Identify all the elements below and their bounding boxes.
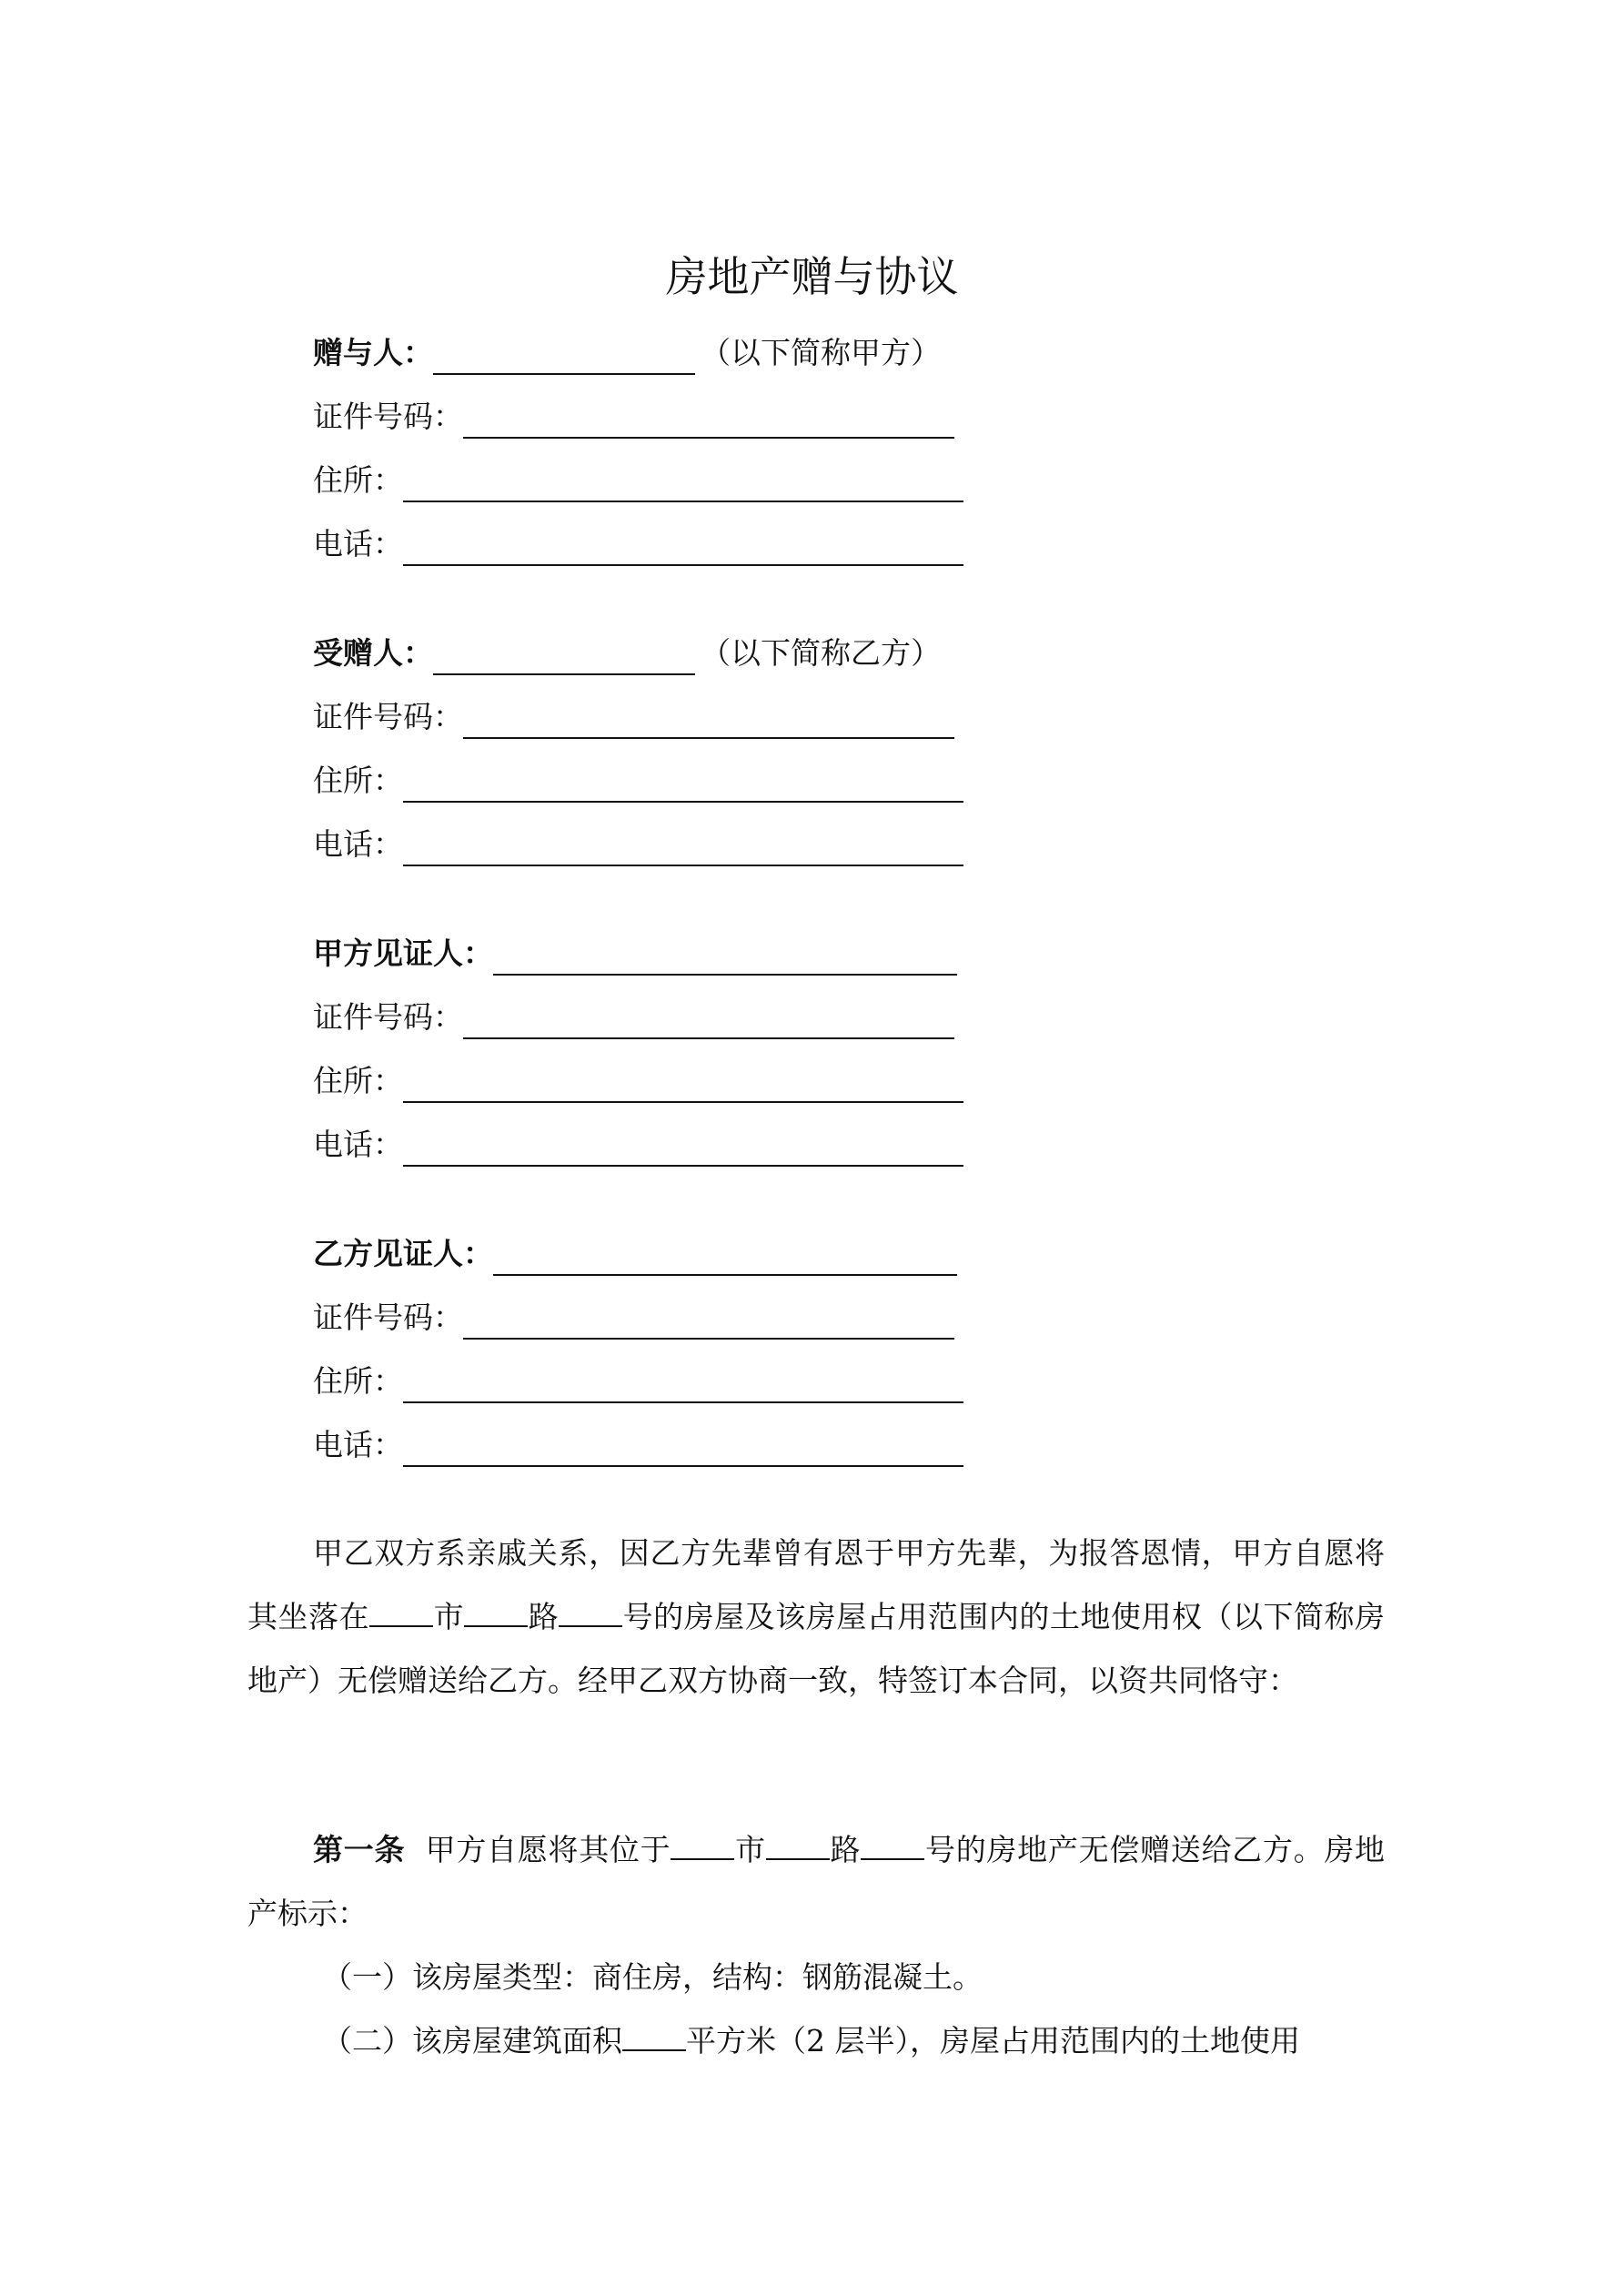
donor-phone-label: 电话： xyxy=(313,526,403,561)
witness-a-address-label: 住所： xyxy=(313,1063,403,1098)
donee-address-field xyxy=(313,757,963,803)
witness-a-phone-label: 电话： xyxy=(313,1127,403,1162)
witness-a-address-blank[interactable] xyxy=(403,1065,963,1103)
donor-address-blank[interactable] xyxy=(403,464,963,502)
witness-b-id-label: 证件号码： xyxy=(313,1300,463,1335)
donor-id-blank[interactable] xyxy=(463,400,954,439)
donee-phone-blank[interactable] xyxy=(403,828,963,866)
witness-b-phone-blank[interactable] xyxy=(403,1429,963,1467)
donor-suffix: （以下简称甲方） xyxy=(701,335,941,370)
witness-b-field xyxy=(313,1230,957,1276)
witness-b-address-blank[interactable] xyxy=(403,1365,963,1403)
article-1-heading: 第一条 xyxy=(313,1832,406,1867)
preamble-text-2: 号的房屋及该房屋占用范围内的土地使用权（以下简称房地产）无偿赠送给乙方。经甲乙双方协商一致，特签订本合同，以资共同恪守： xyxy=(247,1599,1386,1698)
donee-phone-label: 电话： xyxy=(313,826,403,862)
donor-address-label: 住所： xyxy=(313,462,403,498)
witness-a-label: 甲方见证人： xyxy=(313,936,493,971)
witness-b-address-field xyxy=(313,1358,963,1403)
preamble-city-blank[interactable] xyxy=(369,1598,433,1627)
article-1-number-blank[interactable] xyxy=(861,1831,924,1860)
donor-blank[interactable] xyxy=(433,337,695,375)
donee-suffix: （以下简称乙方） xyxy=(701,635,941,671)
article-1-city-blank[interactable] xyxy=(671,1831,734,1860)
donor-id-field xyxy=(313,393,954,439)
donee-id-label: 证件号码： xyxy=(313,699,463,734)
witness-a-address-field xyxy=(313,1057,963,1103)
donor-field xyxy=(313,329,941,375)
witness-b-id-blank[interactable] xyxy=(463,1301,954,1340)
article-1-road-blank[interactable] xyxy=(766,1831,830,1860)
article-1-area-blank[interactable] xyxy=(622,2022,686,2051)
article-1-text-1: 甲方自愿将其位于 xyxy=(425,1832,671,1867)
witness-a-id-blank[interactable] xyxy=(463,1001,954,1039)
witness-a-phone-blank[interactable] xyxy=(403,1128,963,1167)
witness-a-id-label: 证件号码： xyxy=(313,999,463,1035)
witness-a-blank[interactable] xyxy=(493,937,957,976)
witness-b-phone-label: 电话： xyxy=(313,1427,403,1462)
witness-b-id-field xyxy=(313,1294,954,1340)
document-title: 房地产赠与协议 xyxy=(665,252,959,301)
witness-b-address-label: 住所： xyxy=(313,1363,403,1399)
donee-id-field xyxy=(313,693,954,739)
donor-id-label: 证件号码： xyxy=(313,399,463,434)
donee-id-blank[interactable] xyxy=(463,701,954,739)
witness-a-phone-field xyxy=(313,1121,963,1167)
donee-address-blank[interactable] xyxy=(403,764,963,803)
donor-label: 赠与人： xyxy=(313,335,433,370)
donee-phone-field xyxy=(313,821,963,866)
article-1-item-2 xyxy=(247,2009,1385,2073)
article-1-item-2-b: 平方米（2 层半），房屋占用范围内的土地使用 xyxy=(686,2023,1300,2058)
article-1-item-2-a: （二）该房屋建筑面积 xyxy=(322,2023,622,2058)
donee-field xyxy=(313,630,941,675)
donor-address-field xyxy=(313,457,963,502)
preamble-road-blank[interactable] xyxy=(464,1598,528,1627)
article-1-item-1: （一）该房屋类型：商住房，结构：钢筋混凝土。 xyxy=(322,1959,983,1995)
article-1-road: 路 xyxy=(829,1832,862,1867)
donee-label: 受赠人： xyxy=(313,635,433,671)
witness-b-phone-field xyxy=(313,1421,963,1467)
donor-phone-field xyxy=(313,521,963,566)
preamble-number-blank[interactable] xyxy=(559,1598,622,1627)
preamble-road: 路 xyxy=(528,1599,560,1634)
witness-a-id-field xyxy=(313,994,954,1039)
preamble-text-1: 甲乙双方系亲戚关系，因乙方先辈曾有恩于甲方先辈，为报答恩情，甲方自愿将其坐落在 xyxy=(247,1535,1385,1634)
donee-address-label: 住所： xyxy=(313,763,403,798)
witness-a-field xyxy=(313,930,957,976)
article-1 xyxy=(247,1818,1385,2073)
article-1-city: 市 xyxy=(734,1832,766,1867)
donor-phone-blank[interactable] xyxy=(403,528,963,566)
article-1-text-2: 号的房地产无偿赠送给乙方。房地产标示： xyxy=(247,1832,1386,1931)
witness-b-blank[interactable] xyxy=(493,1238,957,1276)
donee-blank[interactable] xyxy=(433,637,695,675)
witness-b-label: 乙方见证人： xyxy=(313,1236,493,1271)
preamble-paragraph xyxy=(247,1522,1385,1713)
preamble-city: 市 xyxy=(433,1599,465,1634)
